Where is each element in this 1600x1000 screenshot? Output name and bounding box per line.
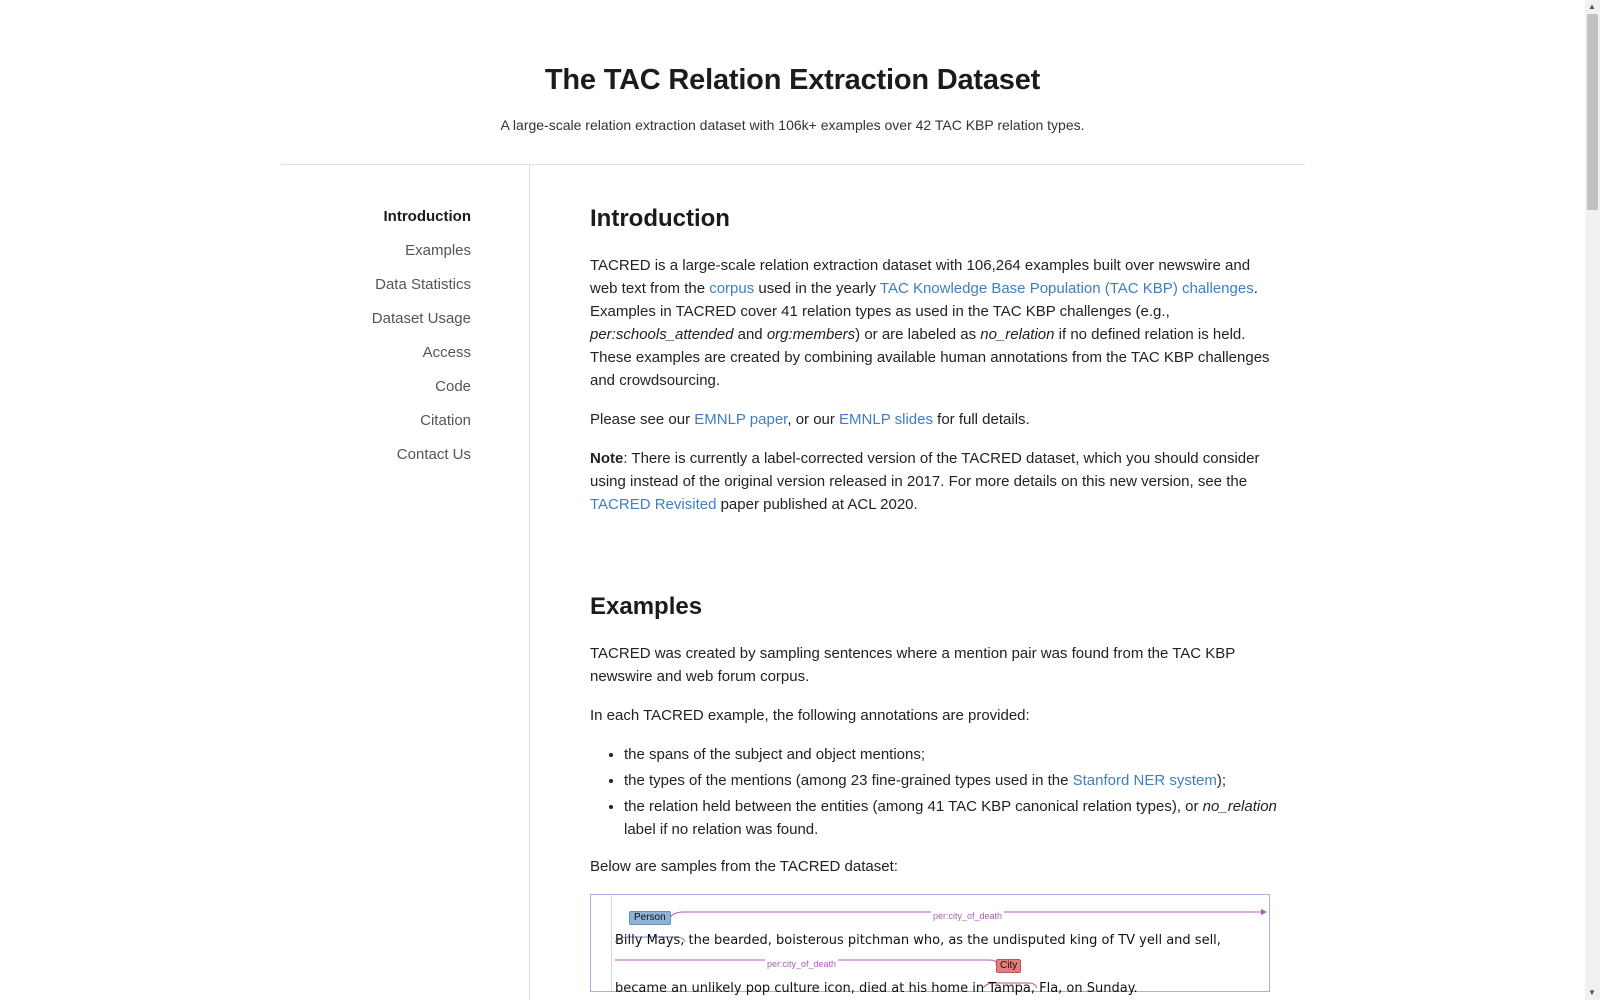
intro-note: [590, 447, 1280, 516]
relation-example: per:schools_attended: [590, 326, 734, 343]
examples-heading: Examples: [590, 593, 703, 620]
introduction-section: [590, 198, 1280, 516]
main-content: [590, 198, 1280, 996]
text: if no defined relation is held. These examples are created by combining available human annotations from the TAC KBP challenges and crowdsourcing.: [590, 326, 1270, 389]
intro-paragraph-1: [590, 254, 1280, 392]
entity-tag-person: Person: [629, 911, 671, 925]
emnlp-paper-link[interactable]: EMNLP paper: [694, 411, 788, 428]
text: , or our: [787, 411, 840, 428]
list-item: [624, 795, 1280, 841]
text: Please see our: [590, 411, 695, 428]
vertical-scrollbar[interactable]: [1585, 0, 1600, 1000]
nav-item-access[interactable]: Access: [422, 344, 471, 361]
nav-item-data-statistics[interactable]: Data Statistics: [375, 276, 471, 293]
tac-kbp-link[interactable]: TAC Knowledge Base Population (TAC KBP) challenges: [879, 280, 1254, 297]
examples-paragraph-1: TACRED was created by sampling sentences where a mention pair was found from the TAC KBP newswire and web forum corpus.: [590, 645, 1236, 685]
note-label: Note: [590, 450, 624, 467]
emnlp-slides-link[interactable]: EMNLP slides: [839, 411, 933, 428]
nav-item-introduction[interactable]: Introduction: [383, 208, 471, 225]
tacred-revisited-link[interactable]: TACRED Revisited: [590, 496, 717, 513]
text: the relation held between the entities (among 41 TAC KBP canonical relation types), or: [624, 798, 1203, 815]
nav-item-contact-us[interactable]: Contact Us: [396, 446, 471, 463]
text: the types of the mentions (among 23 fine-grained types used in the: [624, 772, 1073, 789]
header-divider: [281, 164, 1305, 165]
text: used in the yearly: [754, 280, 880, 297]
entity-tag-city: City: [996, 959, 1021, 973]
scroll-down-icon[interactable]: ▼: [1588, 988, 1596, 997]
text: : There is currently a label-corrected version of the TACRED dataset, which you should consider using instead of the original version released in 2017. For more details on this new version, see the: [590, 450, 1260, 490]
stanford-ner-link[interactable]: Stanford NER system: [1072, 772, 1217, 789]
relation-label: per:city_of_death: [765, 953, 838, 976]
page-title: The TAC Relation Extraction Dataset: [544, 64, 1041, 96]
text: for full details.: [932, 411, 1030, 428]
sidebar-nav: [281, 200, 471, 472]
page-subtitle: A large-scale relation extraction dataset with 106k+ examples over 42 TAC KBP relation types.: [500, 117, 1085, 133]
section-spacer: [590, 532, 1280, 586]
text: TACRED is a large-scale relation extraction dataset with 106,264 examples built over newswire and web text from the: [590, 257, 1251, 297]
scrollbar-thumb[interactable]: [1587, 14, 1598, 210]
sidebar-divider: [529, 165, 530, 1000]
text: );: [1216, 772, 1226, 789]
text: label if no relation was found.: [624, 821, 819, 838]
example-sentence: Billy Mays, the bearded, boisterous pitchman who, as the undisputed king of TV yell and sell,: [615, 933, 1221, 948]
scroll-up-icon[interactable]: ▲: [1588, 2, 1596, 11]
nav-item-dataset-usage[interactable]: Dataset Usage: [371, 310, 471, 327]
example-sentence: became an unlikely pop culture icon, died at his home in Tampa, Fla, on Sunday.: [615, 981, 1138, 996]
annotation-list: [590, 743, 1280, 841]
relation-example: no_relation: [980, 326, 1055, 343]
text: paper published at ACL 2020.: [716, 496, 918, 513]
text: ) or are labeled as: [855, 326, 981, 343]
nav-item-citation[interactable]: Citation: [420, 412, 471, 429]
nav-item-examples[interactable]: Examples: [405, 242, 471, 259]
text: . Examples in TACRED cover 41 relation types as used in the TAC KBP challenges (e.g.,: [590, 280, 1258, 320]
list-item: [624, 769, 1280, 792]
text: and: [733, 326, 767, 343]
nav-item-code[interactable]: Code: [435, 378, 471, 395]
examples-paragraph-2: In each TACRED example, the following annotations are provided:: [590, 707, 1030, 724]
list-item: • the spans of the subject and object mentions;: [624, 743, 1280, 766]
corpus-link[interactable]: corpus: [709, 280, 755, 297]
introduction-heading: Introduction: [590, 205, 730, 232]
intro-paragraph-2: [590, 408, 1280, 431]
example-figure: [590, 894, 1270, 996]
arrow-head-1: [1261, 909, 1267, 915]
examples-section: [590, 586, 1280, 996]
relation-example: no_relation: [1202, 798, 1277, 815]
examples-paragraph-3: Below are samples from the TACRED dataset:: [590, 858, 898, 875]
relation-example: org:members: [766, 326, 856, 343]
relation-label: per:city_of_death: [931, 905, 1004, 928]
